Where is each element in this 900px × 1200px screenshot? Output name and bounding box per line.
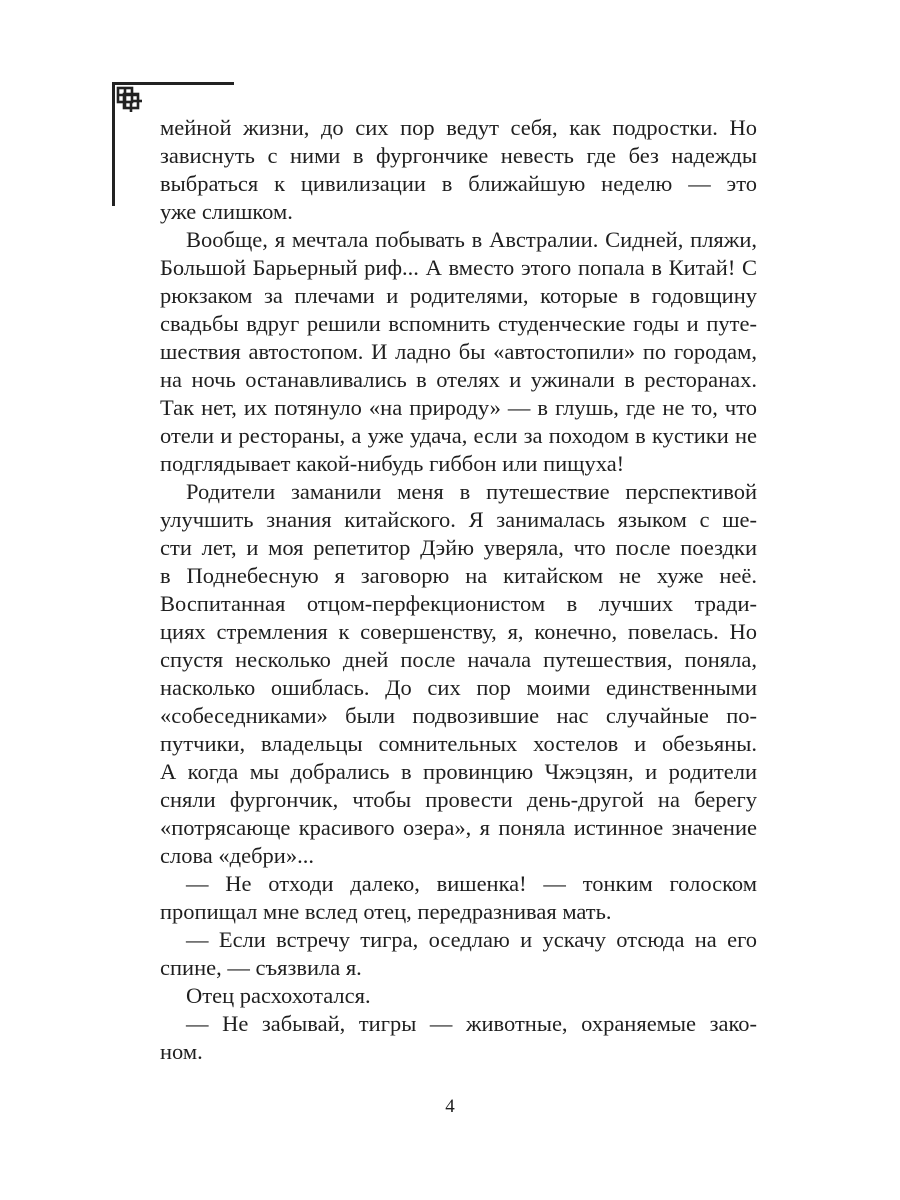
text-line: сти лет, и моя репетитор Дэйю уверяла, что после поездки — [160, 535, 757, 560]
text-line: спустя несколько дней после начала путешествия, поняла, — [160, 647, 757, 672]
page-number: 4 — [445, 1096, 455, 1117]
text-line: слова «дебри»... — [160, 843, 314, 868]
text-line: А когда мы добрались в провинцию Чжэцзян, и родители — [160, 759, 757, 784]
text-line: выбраться к цивилизации в ближайшую неделю — это — [160, 171, 757, 196]
text-line: Так нет, их потянуло «на природу» — в глушь, где не то, что — [160, 395, 757, 420]
text-line: циях стремления к совершенству, я, конечно, повелась. Но — [160, 619, 757, 644]
text-line: — Не отходи далеко, вишенка! — тонким голоском — [186, 871, 757, 896]
text-line: пропищал мне вслед отец, передразнивая мать. — [160, 899, 612, 924]
text-line: насколько ошиблась. До сих пор моими единственными — [160, 675, 757, 700]
text-line: Вообще, я мечтала побывать в Австралии. Сидней, пляжи, — [186, 227, 757, 252]
text-line: зависнуть с ними в фургончике невесть где без надежды — [160, 143, 757, 168]
text-line: — Если встречу тигра, оседлаю и ускачу отсюда на его — [186, 927, 757, 952]
text-line: рюкзаком за плечами и родителями, которые в годовщину — [160, 283, 757, 308]
text-line: Большой Барьерный риф... А вместо этого попала в Китай! С — [160, 255, 757, 280]
text-line: путчики, владельцы сомнительных хостелов и обезьяны. — [160, 731, 757, 756]
text-line: — Не забывай, тигры — животные, охраняемые зако- — [186, 1011, 757, 1036]
text-line: шествия автостопом. И ладно бы «автостопили» по городам, — [160, 339, 757, 364]
text-line: «потрясающе красивого озера», я поняла истинное значение — [160, 815, 757, 840]
text-line: в Поднебесную я заговорю на китайском не хуже неё. — [160, 563, 757, 588]
text-line: сняли фургончик, чтобы провести день-другой на берегу — [160, 787, 757, 812]
text-line: Отец расхохотался. — [186, 983, 371, 1008]
text-line: «собеседниками» были подвозившие нас случайные по- — [160, 703, 757, 728]
text-line: мейной жизни, до сих пор ведут себя, как подростки. Но — [160, 115, 757, 140]
text-line: на ночь останавливались в отелях и ужинали в ресторанах. — [160, 367, 757, 392]
text-line: Воспитанная отцом-перфекционистом в лучших тради- — [160, 591, 757, 616]
text-line: уже слишком. — [160, 199, 293, 224]
text-line: спине, — съязвила я. — [160, 955, 362, 980]
text-line: отели и рестораны, а уже удача, если за походом в кустики не — [160, 423, 757, 448]
body-text — [160, 114, 757, 1066]
text-line: подглядывает какой-нибудь гиббон или пищуха! — [160, 451, 625, 476]
text-line: улучшить знания китайского. Я занималась языком с ше- — [160, 507, 757, 532]
text-line: ном. — [160, 1039, 203, 1064]
text-line: Родители заманили меня в путешествие перспективой — [186, 479, 757, 504]
text-line: свадьбы вдруг решили вспомнить студенческие годы и путе- — [160, 311, 757, 336]
